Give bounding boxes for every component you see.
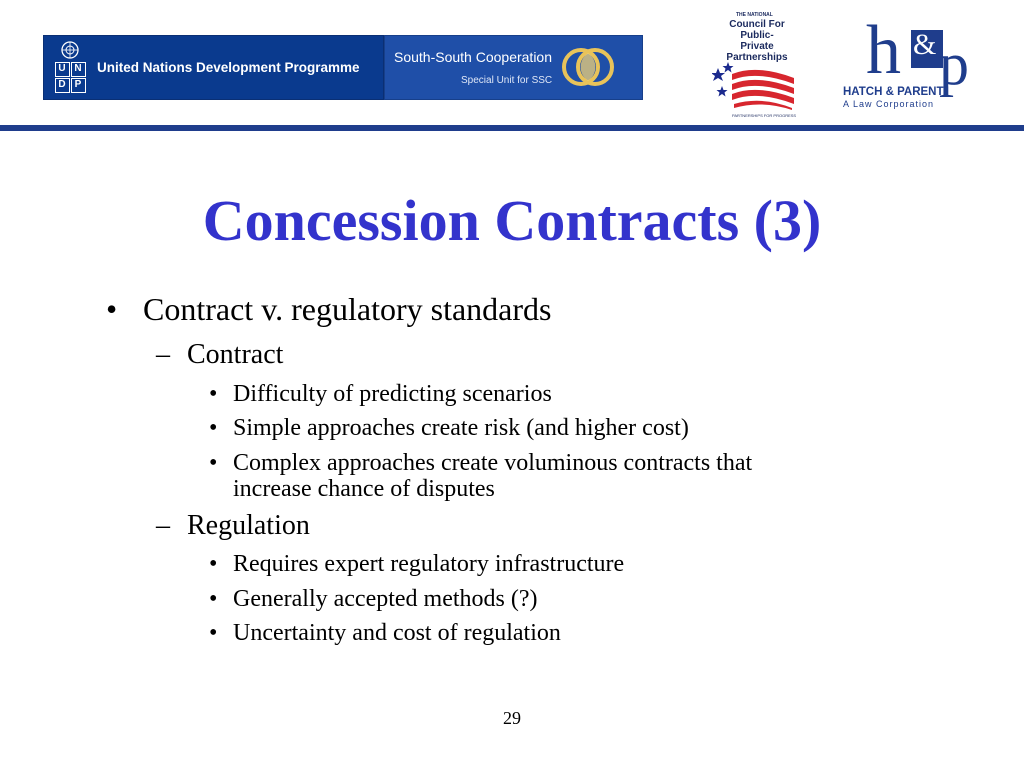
bullet-contract-vs-regulatory: Contract v. regulatory standards <box>143 291 552 327</box>
list-item: Uncertainty and cost of regulation <box>233 620 561 646</box>
bullet-marker: • <box>209 381 218 407</box>
list-item: Simple approaches create risk (and higher cost) <box>233 415 689 441</box>
header-divider <box>0 125 1024 131</box>
undp-logo-banner <box>43 35 384 100</box>
hp-logo-ampersand: & <box>913 28 937 61</box>
hp-firm-type: A Law Corporation <box>843 99 935 109</box>
ssc-subtitle: Special Unit for SSC <box>461 75 553 86</box>
hp-firm-name: HATCH & PARENT <box>843 86 944 98</box>
bullet-marker: • <box>106 291 118 327</box>
ssc-logo-banner <box>384 35 643 100</box>
flag-icon <box>712 60 796 117</box>
ssc-rings-icon <box>561 44 615 95</box>
list-item: Requires expert regulatory infrastructure <box>233 551 625 577</box>
bullet-marker: • <box>209 551 218 577</box>
ssc-title: South-South Cooperation <box>394 49 552 65</box>
list-item: Complex approaches create voluminous contracts that <box>233 450 753 476</box>
ncppp-logo <box>710 10 800 122</box>
bullet-marker: • <box>209 586 218 612</box>
list-item: Difficulty of predicting scenarios <box>233 381 552 407</box>
dash-marker: – <box>156 339 170 370</box>
hp-logo-h: h <box>866 12 901 89</box>
list-item: Generally accepted methods (?) <box>233 586 538 612</box>
bullet-marker: • <box>209 450 218 476</box>
undp-title: United Nations Development Programme <box>97 60 360 75</box>
undp-letter-p: P <box>71 78 86 93</box>
undp-letter-n: N <box>71 62 86 77</box>
dash-marker: – <box>156 510 170 541</box>
undp-letter-u: U <box>55 62 70 77</box>
undp-logo <box>49 40 91 96</box>
ncppp-name: Council For Public-Private Partnerships <box>726 19 788 63</box>
slide-title: Concession Contracts (3) <box>202 188 822 253</box>
hatch-parent-logo <box>840 12 980 110</box>
ncppp-top-label: THE NATIONAL <box>736 12 773 18</box>
sub-bullet-contract: Contract <box>187 339 284 370</box>
sub-bullet-regulation: Regulation <box>187 510 310 541</box>
undp-letter-d: D <box>55 78 70 93</box>
hp-logo-p: p <box>939 31 969 97</box>
bullet-marker: • <box>209 415 218 441</box>
bullet-marker: • <box>209 620 218 646</box>
un-emblem-icon <box>55 40 85 60</box>
page-number: 29 <box>503 708 521 728</box>
list-item-continuation: increase chance of disputes <box>233 476 495 502</box>
ncppp-tagline: PARTNERSHIPS FOR PROGRESS <box>732 113 797 118</box>
